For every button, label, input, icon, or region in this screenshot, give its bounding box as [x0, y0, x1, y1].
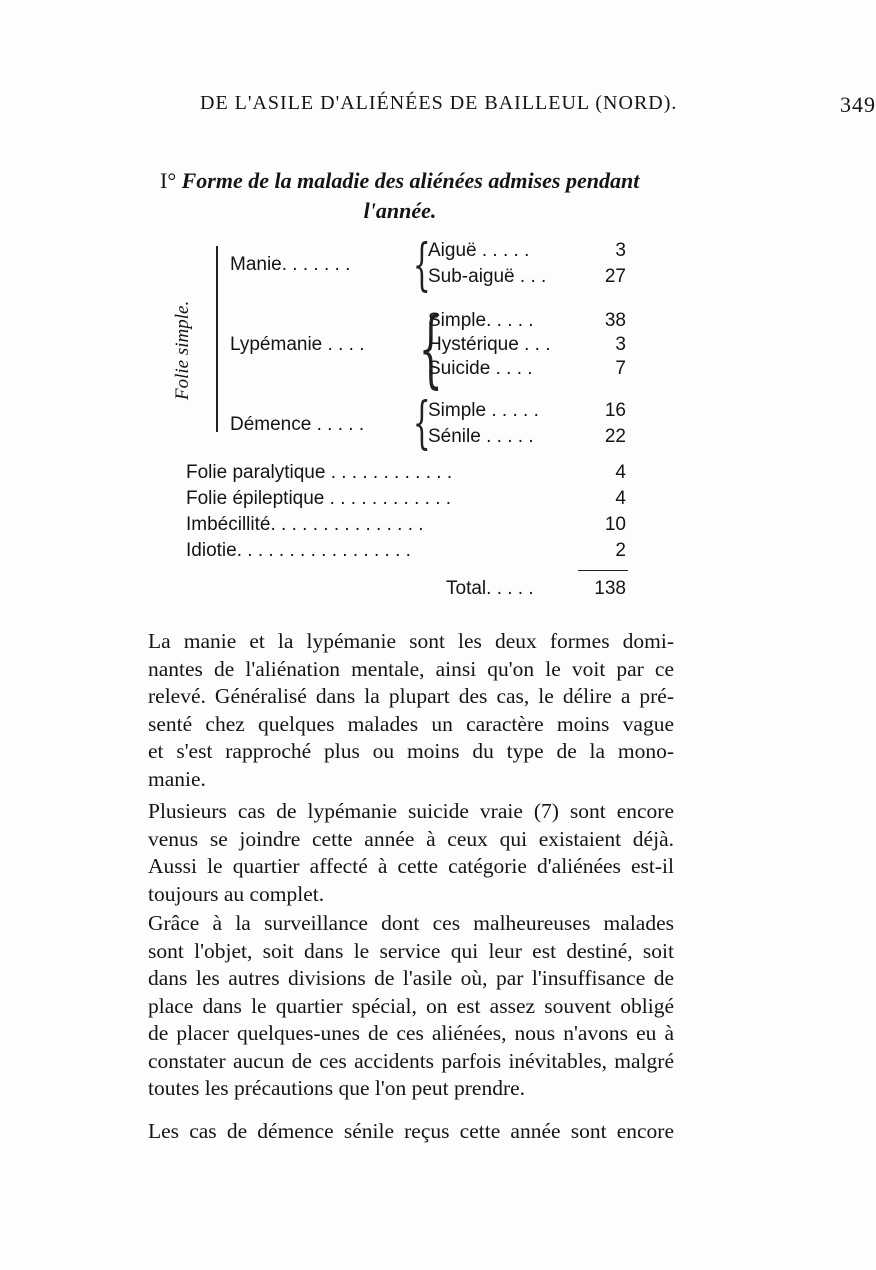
row-value: 27 — [604, 266, 626, 287]
text-line: sont l'objet, soit dans le service qui leur est destiné, soit — [148, 938, 674, 963]
dementia-label: Démence . . . . . — [230, 414, 365, 435]
row-value: 16 — [604, 400, 626, 421]
section-number: I° — [160, 168, 177, 193]
table-row — [0, 400, 800, 424]
text-line: toujours au complet. — [148, 881, 325, 906]
text-line: de placer quelques-unes de ces aliénées, nous n'avons eu à — [148, 1021, 674, 1045]
text-line: Plusieurs cas de lypémanie suicide vraie (7) sont encore — [148, 799, 674, 823]
row-label: Simple. . . . . — [428, 310, 534, 331]
row-label: Folie paralytique . . . . . . . . . . . . — [186, 462, 453, 483]
total-label: Total. . . . . — [446, 578, 534, 599]
table-row — [0, 358, 800, 382]
row-value: 4 — [615, 488, 626, 509]
row-value: 2 — [615, 540, 626, 561]
table-row — [0, 426, 800, 450]
row-value: 3 — [615, 240, 626, 261]
section-title-line2: l'année. — [363, 198, 437, 223]
text-line: Les cas de démence sénile reçus cette année sont encore — [148, 1119, 674, 1143]
text-line: dans les autres divisions de l'asile où, par l'insuffisance de — [148, 966, 674, 990]
row-value: 10 — [604, 514, 626, 535]
paragraph — [148, 628, 674, 793]
text-line: nantes de l'aliénation mentale, ainsi qu'on le voit par ce — [148, 656, 674, 681]
section-title-text: Forme de la maladie des aliénées admises pendant — [181, 168, 640, 193]
table-row — [0, 488, 800, 512]
paragraph — [148, 1118, 674, 1146]
table-row — [0, 514, 800, 538]
total-value: 138 — [594, 578, 626, 599]
text-line: venus se joindre cette année à ceux qui existaient déjà. — [148, 826, 674, 851]
text-line: place dans le quartier spécial, on est assez souvent obligé — [148, 993, 674, 1018]
text-line: manie. — [148, 766, 206, 791]
row-value: 4 — [615, 462, 626, 483]
lypemania-brace: { — [418, 299, 443, 397]
row-label: Idiotie. . . . . . . . . . . . . . . . . — [186, 540, 411, 561]
lypemania-label: Lypémanie . . . . — [230, 334, 365, 355]
row-value: 7 — [615, 358, 626, 379]
section-title-line1 — [160, 168, 639, 194]
text-line: et s'est rapproché plus ou moins du type de la mono- — [148, 739, 674, 763]
text-line: toutes les précautions que l'on peut prendre. — [148, 1076, 526, 1100]
row-label: Sénile . . . . . — [428, 426, 534, 447]
row-label: Imbécillité. . . . . . . . . . . . . . . — [186, 514, 424, 535]
table-row — [0, 334, 800, 358]
text-line: Grâce à la surveillance dont ces malheureuses malades — [148, 911, 674, 935]
row-label: Simple . . . . . — [428, 400, 539, 421]
row-value: 22 — [604, 426, 626, 447]
row-label: Folie épileptique . . . . . . . . . . . . — [186, 488, 452, 509]
table-row — [0, 462, 800, 486]
page-number: 349 — [840, 92, 876, 117]
table-row — [0, 240, 800, 264]
text-line: senté chez quelques malades un caractère moins vague — [148, 711, 674, 736]
row-label: Suicide . . . . — [428, 358, 533, 379]
total-row — [0, 578, 800, 602]
total-rule — [578, 570, 628, 571]
dementia-brace: { — [412, 391, 431, 456]
group-label-folie-simple: Folie simple. — [172, 300, 193, 400]
running-header — [200, 92, 876, 117]
table-row — [0, 540, 800, 564]
row-label: Aiguë . . . . . — [428, 240, 530, 261]
table-row — [0, 266, 800, 290]
row-label: Hystérique . . . — [428, 334, 551, 355]
text-line: constater aucun de ces accidents parfois inévitables, malgré — [148, 1048, 674, 1073]
paragraph — [148, 910, 674, 1103]
table-row — [0, 310, 800, 334]
mania-label: Manie. . . . . . . — [230, 254, 351, 275]
paragraph — [148, 798, 674, 908]
row-value: 3 — [615, 334, 626, 355]
row-value: 38 — [604, 310, 626, 331]
text-line: La manie et la lypémanie sont les deux formes domi- — [148, 629, 674, 653]
mania-brace: { — [412, 233, 431, 298]
running-title: DE L'ASILE D'ALIÉNÉES DE BAILLEUL (NORD). — [200, 92, 678, 114]
text-line: Aussi le quartier affecté à cette catégorie d'aliénées est-il — [148, 854, 674, 878]
row-label: Sub-aiguë . . . — [428, 266, 547, 287]
text-line: relevé. Généralisé dans la plupart des cas, le délire a pré- — [148, 684, 674, 708]
